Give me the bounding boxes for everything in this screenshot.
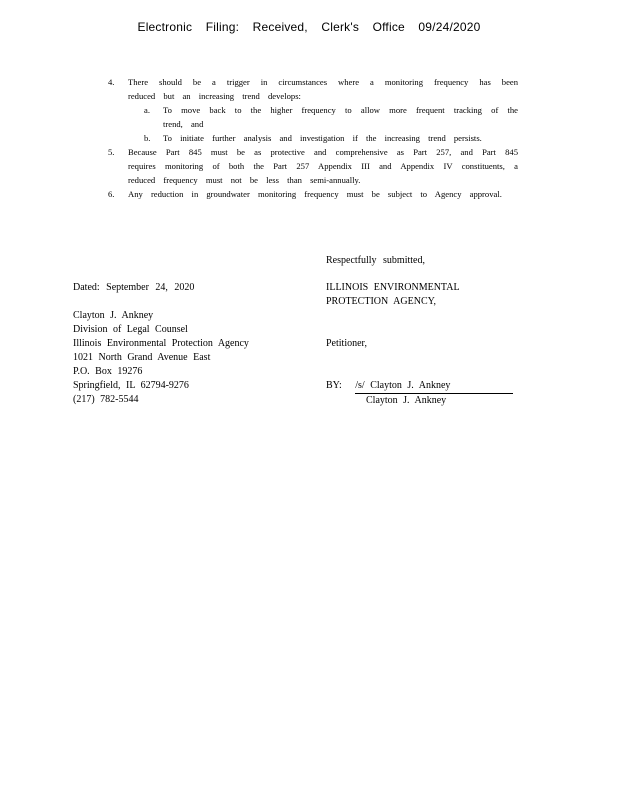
item-number: 5. — [108, 147, 115, 157]
signer-name: Clayton J. Ankney — [366, 395, 447, 406]
contact-block — [73, 309, 249, 407]
contact-city: Springfield, IL 62794-9276 — [73, 380, 189, 391]
item-number: 6. — [108, 189, 115, 199]
contact-division: Division of Legal Counsel — [73, 324, 188, 335]
item-text: To move back to the higher frequency to allow more frequent tracking of the trend, and — [163, 105, 518, 129]
item-text: Because Part 845 must be as protective and comprehensive as Part 257, and Part 845 requires monitoring of both the Part 257 Appendix III and Appendix IV constituents, a reduced frequency must not be less than semi-annually. — [128, 147, 518, 185]
numbered-list — [106, 75, 518, 201]
signature-block — [326, 379, 513, 408]
contact-po-box: P.O. Box 19276 — [73, 366, 143, 377]
filing-header: Electronic Filing: Received, Clerk's Office 09/24/2020 — [137, 20, 481, 34]
contact-phone: (217) 782-5544 — [73, 394, 139, 405]
signature-line: /s/ Clayton J. Ankney — [355, 379, 513, 394]
contact-agency: Illinois Environmental Protection Agency — [73, 338, 249, 349]
petitioner-label: Petitioner, — [326, 338, 367, 349]
item-number: 4. — [108, 77, 115, 87]
sub-list-item — [106, 131, 518, 145]
closing-respectfully: Respectfully submitted, — [326, 255, 425, 266]
dated-line: Dated: September 24, 2020 — [73, 282, 195, 293]
agency-line: PROTECTION AGENCY, — [326, 296, 437, 307]
sub-list-item — [106, 103, 518, 131]
list-item — [106, 75, 518, 103]
by-label: BY: — [326, 380, 342, 391]
item-text: There should be a trigger in circumstances where a monitoring frequency has been reduced but an increasing trend develops: — [128, 77, 518, 101]
contact-name: Clayton J. Ankney — [73, 310, 154, 321]
item-text: Any reduction in groundwater monitoring frequency must be subject to Agency approval. — [128, 189, 502, 199]
contact-street: 1021 North Grand Avenue East — [73, 352, 211, 363]
item-number: b. — [144, 133, 151, 143]
item-text: To initiate further analysis and investigation if the increasing trend persists. — [163, 133, 482, 143]
list-item — [106, 187, 518, 201]
agency-block — [326, 281, 460, 309]
agency-line: ILLINOIS ENVIRONMENTAL — [326, 282, 460, 293]
list-item — [106, 145, 518, 187]
item-number: a. — [144, 105, 150, 115]
